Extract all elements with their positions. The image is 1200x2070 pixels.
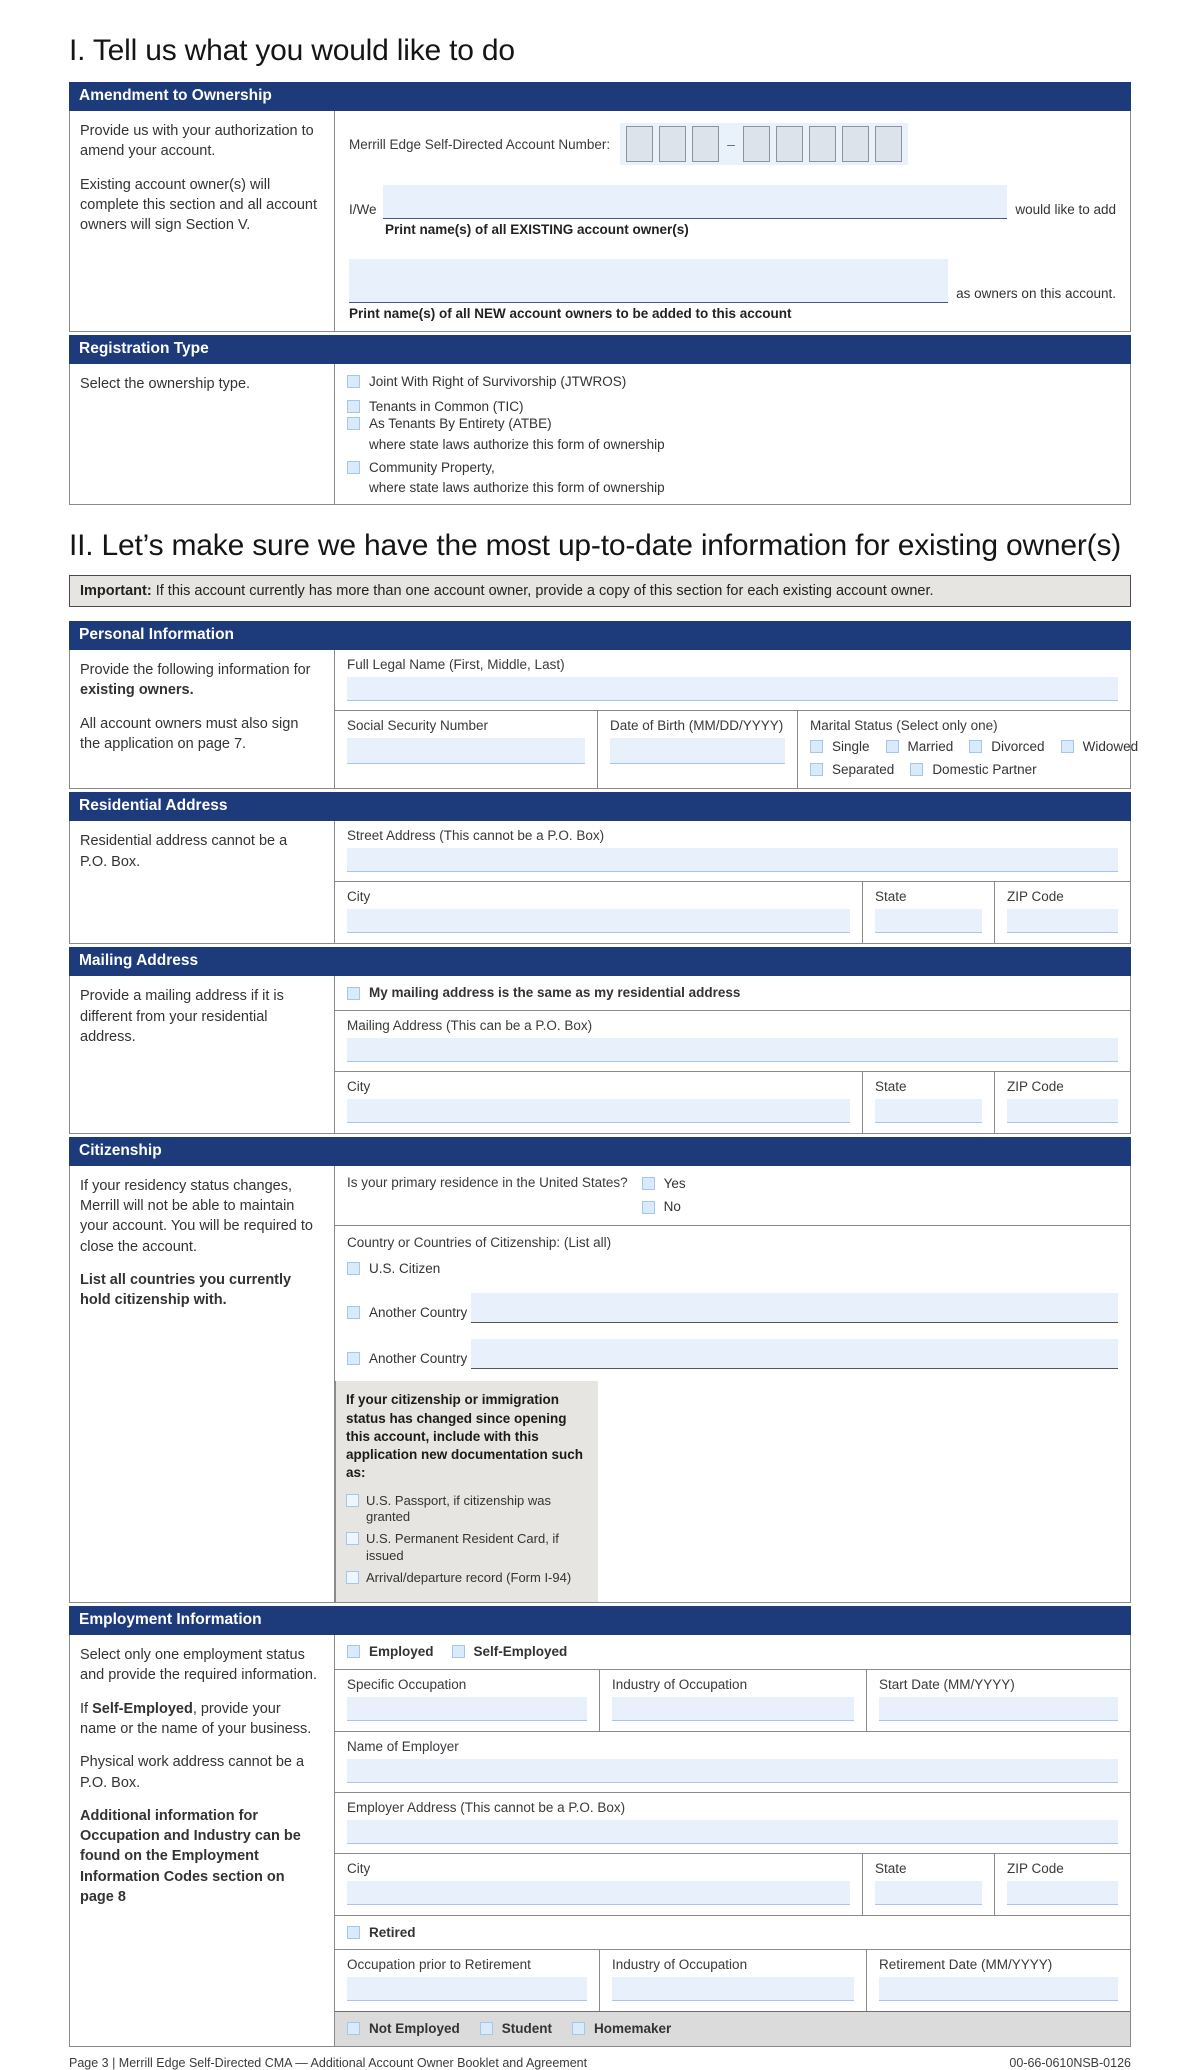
same-address-checkbox[interactable] [347,987,360,1000]
would-like-to-add-label: would like to add [1015,202,1116,217]
mailing-address-label: Mailing Address (This can be a P.O. Box) [347,1017,593,1033]
no-checkbox[interactable] [642,1201,655,1214]
employment-zip-label: ZIP Code [1007,1860,1064,1876]
mailing-state-input[interactable] [875,1099,982,1123]
employment-instruction-3: Physical work address cannot be a P.O. Box. [80,1754,305,1791]
mailing-state-label: State [875,1078,907,1094]
ssn-label: Social Security Number [347,718,489,734]
us-citizen-checkbox[interactable] [347,1262,360,1275]
married-checkbox[interactable] [886,740,899,753]
as-owners-label: as owners on this account. [956,286,1116,301]
marital-domestic-partner-option[interactable]: Domestic Partner [910,761,1036,779]
mailing-address-input[interactable] [347,1038,1118,1062]
tic-option[interactable] [347,398,743,416]
employed-checkbox[interactable] [347,1645,360,1658]
another-country-1-input[interactable] [471,1293,1118,1323]
another-country-1-option[interactable]: Another Country [347,1304,467,1324]
another-country-2-option[interactable]: Another Country [347,1350,467,1370]
dob-label: Date of Birth (MM/DD/YYYY) [610,718,784,734]
homemaker-checkbox[interactable] [572,2022,585,2035]
passport-checkbox[interactable] [346,1494,359,1507]
account-number-box-3[interactable] [692,126,719,162]
student-checkbox[interactable] [480,2022,493,2035]
mailing-zip-input[interactable] [1007,1099,1118,1123]
start-date-label: Start Date (MM/YYYY) [879,1676,1015,1692]
marital-divorced-option[interactable]: Divorced [969,738,1044,756]
employer-name-label: Name of Employer [347,1738,459,1754]
personal-instructions [70,650,335,788]
residential-section [69,792,1131,944]
employed-option[interactable]: Employed [347,1643,434,1661]
existing-owners-input[interactable] [383,185,1008,219]
new-owners-input[interactable] [349,259,948,303]
marital-single-option[interactable]: Single [810,738,870,756]
form-page [69,0,1139,2070]
account-number-label: Merrill Edge Self-Directed Account Number: [349,136,611,152]
employment-city-label: City [347,1860,371,1876]
important-note [69,575,1131,607]
atbe-label: As Tenants By Entirety (ATBE) [369,416,552,432]
employment-state-label: State [875,1860,907,1876]
employment-instruction-4: Additional information for Occupation and Industry can be found on the Employment Information Codes section on page 8 [80,1807,301,1905]
retirement-date-input[interactable] [879,1977,1118,2001]
marital-married-option[interactable]: Married [886,738,954,756]
specific-occupation-input[interactable] [347,1697,587,1721]
mailing-header: Mailing Address [69,947,1131,976]
residential-city-input[interactable] [347,909,850,933]
citizenship-country-label: Country or Countries of Citizenship: (List all) [347,1234,612,1250]
community-property-label: Community Property, [369,459,495,475]
amendment-instructions [70,111,335,331]
street-address-input[interactable] [347,848,1118,872]
employment-instruction-1: Select only one employment status and provide the required information. [80,1647,317,1684]
mailing-zip-label: ZIP Code [1007,1078,1064,1094]
self-employed-checkbox[interactable] [452,1645,465,1658]
specific-occupation-label: Specific Occupation [347,1676,467,1692]
footer-left-text: Page 3 | Merrill Edge Self-Directed CMA — Additional Account Owner Booklet and Agreement [69,2055,588,2070]
existing-owners-caption: Print name(s) of all EXISTING account owner(s) [385,222,689,237]
primary-residence-no-option[interactable]: No [642,1198,686,1216]
residential-instruction: Residential address cannot be a P.O. Box. [80,833,288,870]
mailing-city-input[interactable] [347,1099,850,1123]
residential-state-input[interactable] [875,909,982,933]
page-footer [69,2056,1131,2070]
important-text: If this account currently has more than one account owner, provide a copy of this section for each existing account owner. [151,583,934,600]
dob-input[interactable] [610,738,785,764]
retired-checkbox[interactable] [347,1926,360,1939]
personal-instruction-2: All account owners must also sign the application on page 7. [80,715,299,753]
us-citizen-option[interactable] [347,1260,1118,1278]
employment-section [69,1606,1131,2047]
not-employed-checkbox[interactable] [347,2022,360,2035]
jtwros-label: Joint With Right of Survivorship (JTWROS) [369,374,627,389]
citizenship-instruction-2: List all countries you currently hold citizenship with. [80,1272,292,1309]
atbe-checkbox[interactable] [347,417,360,430]
mailing-instruction: Provide a mailing address if it is different from your residential address. [80,988,284,1045]
industry-label: Industry of Occupation [612,1676,748,1692]
mailing-section [69,947,1131,1134]
domestic-partner-checkbox[interactable] [910,763,923,776]
account-number-box-7[interactable] [842,126,869,162]
account-number-box-1[interactable] [626,126,653,162]
residential-header: Residential Address [69,792,1131,821]
account-number-box-5[interactable] [776,126,803,162]
account-number-boxes [620,123,908,165]
citizenship-section [69,1137,1131,1603]
marital-widowed-option[interactable]: Widowed [1061,738,1139,756]
iwe-label: I/We [349,202,377,217]
registration-instruction: Select the ownership type. [80,376,251,392]
not-employed-option[interactable]: Not Employed [347,2020,460,2038]
full-name-input[interactable] [347,677,1118,701]
street-address-label: Street Address (This cannot be a P.O. Box) [347,828,605,844]
employer-name-input[interactable] [347,1759,1118,1783]
jtwros-option[interactable] [347,373,743,391]
personal-instruction-1: Provide the following information for existing owners. [80,662,311,699]
employer-address-input[interactable] [347,1820,1118,1844]
employment-header: Employment Information [69,1606,1131,1635]
self-employed-option[interactable]: Self-Employed [452,1643,568,1661]
account-number-dash: – [727,136,735,152]
amendment-section [69,82,1131,332]
residential-instructions [70,821,335,943]
mailing-city-label: City [347,1078,371,1094]
amendment-header: Amendment to Ownership [69,82,1131,111]
other-status-row [335,2011,1130,2046]
amendment-instruction-1: Provide us with your authorization to amend your account. [80,123,314,160]
employment-zip-input[interactable] [1007,1881,1118,1905]
industry-input[interactable] [612,1697,854,1721]
section-ii-title: II. Let’s make sure we have the most up-to-date information for existing owner(s) [69,529,1122,563]
primary-residence-yes-option[interactable]: Yes [642,1175,686,1193]
industry2-label: Industry of Occupation [612,1957,748,1973]
citizenship-instructions [70,1166,335,1602]
employment-instruction-2: If Self-Employed, provide your name or the name of your business. [80,1700,312,1737]
atbe-option[interactable] [347,415,1118,433]
same-address-option[interactable] [347,984,1118,1002]
footer-form-number: 00-66-0610NSB-0126 [1009,2055,1131,2070]
form-i94-checkbox[interactable] [346,1571,359,1584]
tic-label: Tenants in Common (TIC) [369,398,524,414]
employment-city-input[interactable] [347,1881,850,1905]
community-property-subnote: where state laws authorize this form of ownership [369,480,665,496]
mailing-instructions [70,976,335,1133]
marital-separated-option[interactable]: Separated [810,761,894,779]
jtwros-checkbox[interactable] [347,375,360,388]
another-country-2-input[interactable] [471,1339,1118,1369]
residential-city-label: City [347,889,371,905]
section-i-title: I. Tell us what you would like to do [69,34,515,67]
personal-section [69,621,1139,789]
homemaker-option[interactable]: Homemaker [572,2020,671,2038]
marital-status-label: Marital Status (Select only one) [810,718,998,734]
atbe-subnote: where state laws authorize this form of ownership [369,436,665,452]
account-number-row [349,123,1116,165]
tic-checkbox[interactable] [347,400,360,413]
another-country-2-checkbox[interactable] [347,1352,360,1365]
important-label: Important: [80,583,152,600]
new-owners-caption: Print name(s) of all NEW account owners to be added to this account [349,306,792,321]
resident-card-option[interactable]: U.S. Permanent Resident Card, if issued [346,1531,588,1565]
same-address-label: My mailing address is the same as my residential address [369,985,741,1001]
registration-header: Registration Type [69,335,1131,364]
widowed-checkbox[interactable] [1061,740,1074,753]
retirement-date-label: Retirement Date (MM/YYYY) [879,1957,1053,1973]
community-property-option[interactable] [347,459,1118,477]
registration-section [69,335,1131,505]
occupation-prior-input[interactable] [347,1977,587,2001]
employment-instructions [70,1635,335,2046]
passport-option[interactable]: U.S. Passport, if citizenship was granted [346,1493,588,1527]
employer-address-label: Employer Address (This cannot be a P.O. Box) [347,1799,626,1815]
divorced-checkbox[interactable] [969,740,982,753]
student-option[interactable]: Student [480,2020,552,2038]
occupation-prior-label: Occupation prior to Retirement [347,1957,531,1973]
citizenship-instruction-1: If your residency status changes, Merrill will not be able to maintain your account. You will be required to close the account. [80,1177,313,1255]
resident-card-checkbox[interactable] [346,1532,359,1545]
account-number-box-2[interactable] [659,126,686,162]
ssn-input[interactable] [347,738,585,764]
personal-header: Personal Information [69,621,1131,650]
form-i94-option[interactable]: Arrival/departure record (Form I-94) [346,1570,588,1587]
employment-state-input[interactable] [875,1881,982,1905]
amendment-instruction-2: Existing account owner(s) will complete this section and all account owners will sign Section V. [80,176,317,234]
industry2-input[interactable] [612,1977,854,2001]
residential-zip-input[interactable] [1007,909,1118,933]
citizenship-note-panel [335,1381,598,1602]
account-number-box-4[interactable] [743,126,770,162]
registration-instructions [70,364,335,504]
primary-residence-question: Is your primary residence in the United States? [347,1174,628,1190]
full-name-label: Full Legal Name (First, Middle, Last) [347,657,565,673]
retired-option[interactable]: Retired [347,1924,416,1942]
start-date-input[interactable] [879,1697,1118,1721]
residential-zip-label: ZIP Code [1007,889,1064,905]
account-number-box-6[interactable] [809,126,836,162]
us-citizen-label: U.S. Citizen [369,1260,441,1276]
community-property-checkbox[interactable] [347,461,360,474]
another-country-1-checkbox[interactable] [347,1306,360,1319]
citizenship-header: Citizenship [69,1137,1131,1166]
yes-checkbox[interactable] [642,1177,655,1190]
account-number-box-8[interactable] [875,126,902,162]
citizenship-note-title: If your citizenship or immigration status has changed since opening this account, include with this application new documentation such as: [346,1392,584,1481]
separated-checkbox[interactable] [810,763,823,776]
residential-state-label: State [875,889,907,905]
single-checkbox[interactable] [810,740,823,753]
